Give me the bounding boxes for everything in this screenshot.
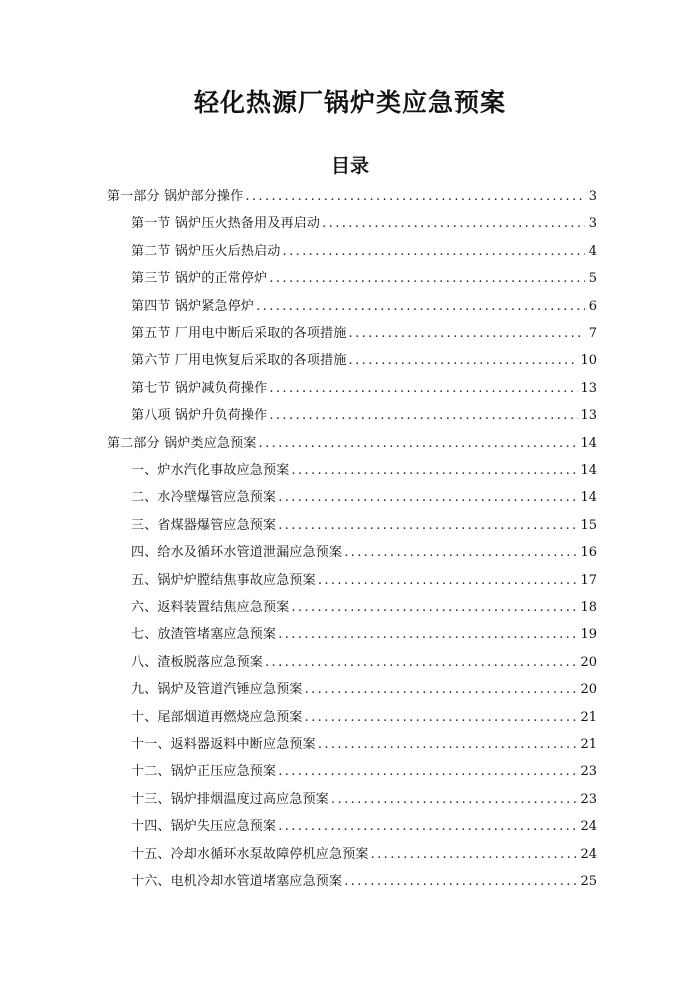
toc-entry-page-number: 20 bbox=[580, 682, 597, 698]
toc-entry-label: 第四节 锅炉紧急停炉 bbox=[131, 298, 255, 314]
toc-entry-label: 第三节 锅炉的正常停炉 bbox=[131, 271, 268, 287]
toc-entry[interactable] bbox=[131, 597, 597, 619]
toc-entry-label: 七、放渣管堵塞应急预案 bbox=[131, 627, 277, 643]
toc-entry-label: 四、给水及循环水管道泄漏应急预案 bbox=[131, 545, 343, 561]
toc-entry-label: 十二、锅炉正压应急预案 bbox=[131, 764, 277, 780]
toc-entry-page-number: 14 bbox=[580, 490, 597, 506]
toc-entry-page-number: 14 bbox=[580, 463, 597, 478]
toc-entry-page-number: 17 bbox=[580, 572, 597, 588]
toc-entry[interactable] bbox=[131, 624, 597, 646]
toc-entry-label: 十三、锅炉排烟温度过高应急预案 bbox=[131, 791, 330, 807]
toc-entry-page-number: 14 bbox=[580, 435, 597, 451]
toc-entry[interactable] bbox=[131, 542, 597, 564]
toc-entry-page-number: 23 bbox=[580, 764, 597, 780]
toc-entry-page-number: 5 bbox=[588, 271, 597, 287]
toc-dot-leader bbox=[371, 844, 579, 866]
toc-entry-label: 十、尾部烟道再燃烧应急预案 bbox=[131, 709, 303, 725]
toc-entry-label: 五、锅炉炉膛结焦事故应急预案 bbox=[131, 572, 316, 588]
toc-dot-leader bbox=[291, 597, 578, 619]
toc-entry[interactable] bbox=[131, 652, 597, 674]
toc-entry-label: 第五节 厂用电中断后采取的各项措施 bbox=[131, 326, 347, 341]
toc-entry-label: 第八项 锅炉升负荷操作 bbox=[131, 408, 268, 424]
toc-entry-label: 第一部分 锅炉部分操作 bbox=[107, 189, 244, 204]
toc-entry-page-number: 20 bbox=[580, 654, 597, 670]
toc-dot-leader bbox=[269, 268, 585, 290]
toc-entry[interactable] bbox=[131, 679, 597, 701]
toc-dot-leader bbox=[344, 871, 578, 893]
toc-dot-leader bbox=[349, 350, 579, 372]
toc-entry-page-number: 3 bbox=[588, 216, 597, 232]
toc-dot-leader bbox=[331, 789, 578, 811]
toc-entry[interactable] bbox=[131, 460, 597, 482]
toc-dot-leader bbox=[305, 679, 579, 701]
toc-entry-label: 九、锅炉及管道汽锤应急预案 bbox=[131, 682, 303, 698]
toc-entry[interactable] bbox=[131, 844, 597, 866]
toc-dot-leader bbox=[278, 624, 578, 646]
toc-heading: 目录 bbox=[330, 155, 369, 177]
toc-dot-leader bbox=[349, 323, 585, 345]
toc-entry[interactable] bbox=[131, 268, 597, 290]
toc-entry-label: 第二部分 锅炉类应急预案 bbox=[107, 435, 257, 451]
toc-dot-leader bbox=[256, 296, 585, 318]
toc-entry[interactable] bbox=[131, 323, 597, 345]
document-title: 轻化热源厂锅炉类应急预案 bbox=[193, 88, 506, 117]
toc-dot-leader bbox=[318, 734, 579, 756]
toc-entry-page-number: 24 bbox=[580, 846, 597, 862]
toc-dot-leader bbox=[265, 652, 578, 674]
toc-dot-leader bbox=[344, 542, 578, 564]
toc-entry-label: 十一、返料器返料中断应急预案 bbox=[131, 737, 316, 752]
toc-entry[interactable] bbox=[107, 433, 597, 455]
toc-entry-page-number: 13 bbox=[580, 380, 597, 396]
toc-dot-leader bbox=[278, 487, 578, 509]
toc-dot-leader bbox=[283, 241, 585, 263]
toc-entry[interactable] bbox=[131, 816, 597, 838]
toc-entry-page-number: 13 bbox=[580, 408, 597, 424]
toc-dot-leader bbox=[269, 405, 578, 427]
toc-entry[interactable] bbox=[131, 570, 597, 592]
toc-dot-leader bbox=[318, 570, 579, 592]
toc-entry-label: 八、渣板脱落应急预案 bbox=[131, 654, 264, 670]
toc-entry-page-number: 21 bbox=[580, 737, 597, 752]
toc-entry-label: 三、省煤器爆管应急预案 bbox=[131, 517, 277, 533]
toc-dot-leader bbox=[305, 707, 579, 729]
toc-entry[interactable] bbox=[131, 350, 597, 372]
toc-entry[interactable] bbox=[131, 378, 597, 400]
toc-dot-leader bbox=[278, 515, 578, 537]
toc-entry-label: 第六节 厂用电恢复后采取的各项措施 bbox=[131, 353, 347, 369]
toc-entry-page-number: 3 bbox=[588, 189, 597, 204]
toc-dot-leader bbox=[245, 186, 585, 208]
toc-entry-page-number: 18 bbox=[580, 600, 597, 615]
toc-entry-page-number: 4 bbox=[588, 243, 597, 259]
toc-entry-page-number: 24 bbox=[580, 819, 597, 835]
toc-dot-leader bbox=[259, 433, 579, 455]
toc-entry[interactable] bbox=[131, 296, 597, 318]
toc-dot-leader bbox=[291, 460, 578, 482]
toc-entry[interactable] bbox=[131, 515, 597, 537]
toc-entry-label: 六、返料装置结焦应急预案 bbox=[131, 600, 290, 615]
toc-entry[interactable] bbox=[107, 186, 597, 208]
toc-entry-label: 十四、锅炉失压应急预案 bbox=[131, 819, 277, 835]
toc-entry-label: 一、炉水汽化事故应急预案 bbox=[131, 463, 290, 478]
toc-dot-leader bbox=[269, 378, 578, 400]
toc-entry-label: 十五、冷却水循环水泵故障停机应急预案 bbox=[131, 846, 369, 862]
toc-dot-leader bbox=[322, 213, 585, 235]
toc-dot-leader bbox=[278, 816, 578, 838]
toc-entry[interactable] bbox=[131, 405, 597, 427]
toc-entry-page-number: 19 bbox=[580, 627, 597, 643]
toc-entry-label: 第一节 锅炉压火热备用及再启动 bbox=[131, 216, 321, 232]
toc-entry[interactable] bbox=[131, 487, 597, 509]
toc-dot-leader bbox=[278, 761, 578, 783]
toc-entry[interactable] bbox=[131, 707, 597, 729]
toc-entry-page-number: 15 bbox=[580, 517, 597, 533]
toc-entry-label: 二、水冷壁爆管应急预案 bbox=[131, 490, 277, 506]
toc-entry[interactable] bbox=[131, 871, 597, 893]
toc-entry-page-number: 7 bbox=[588, 326, 597, 341]
toc-entry-page-number: 16 bbox=[580, 545, 597, 561]
toc-entry-label: 第二节 锅炉压火后热启动 bbox=[131, 243, 281, 259]
toc-entry-page-number: 6 bbox=[588, 298, 597, 314]
toc-entry[interactable] bbox=[131, 213, 597, 235]
toc-entry-page-number: 25 bbox=[580, 874, 597, 889]
toc-entry-label: 第七节 锅炉减负荷操作 bbox=[131, 380, 268, 396]
toc-entry[interactable] bbox=[131, 761, 597, 783]
toc-entry[interactable] bbox=[131, 734, 597, 756]
toc-entry[interactable] bbox=[131, 241, 597, 263]
toc-entry-page-number: 23 bbox=[580, 791, 597, 807]
toc-entry-page-number: 10 bbox=[580, 353, 597, 369]
toc-entry-label: 十六、电机冷却水管道堵塞应急预案 bbox=[131, 874, 343, 889]
toc-entry-page-number: 21 bbox=[580, 709, 597, 725]
toc-entry[interactable] bbox=[131, 789, 597, 811]
